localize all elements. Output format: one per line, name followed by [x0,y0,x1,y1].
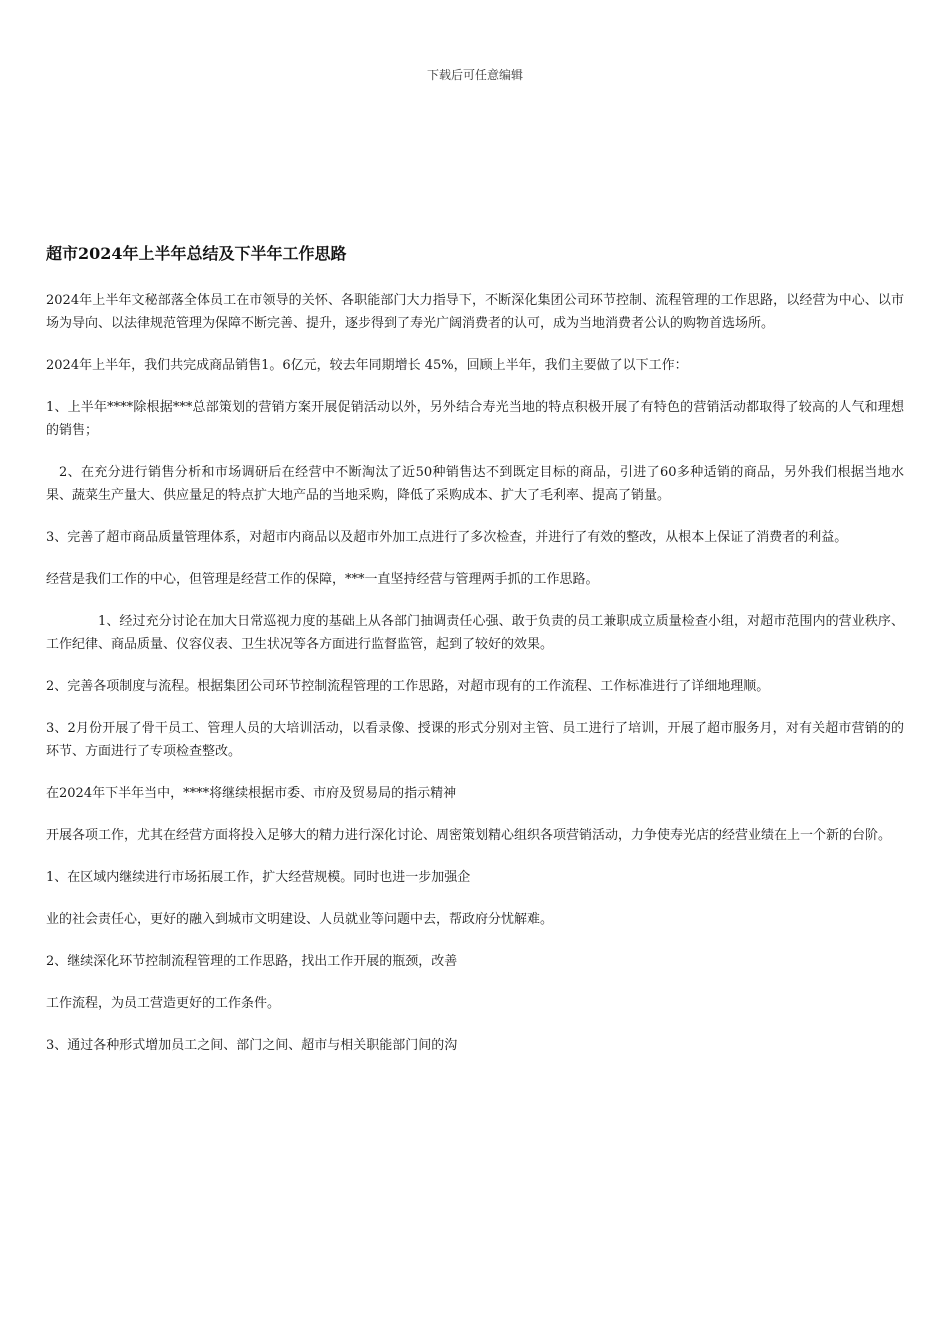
paragraph-work-item-3: 3、完善了超市商品质量管理体系，对超市内商品以及超市外加工点进行了多次检查，并进行了有效的整改，从根本上保证了消费者的利益。 [46,530,848,545]
paragraph-plan-item-3a: 3、通过各种形式增加员工之间、部门之间、超市与相关职能部门间的沟 [46,1038,458,1053]
paragraph-sales-summary: 2024年上半年，我们共完成商品销售1。6亿元，较去年同期增长 45%，回顾上半年，我们主要做了以下工作： [46,358,688,373]
paragraph-plan-item-1a: 1、在区域内继续进行市场拓展工作，扩大经营规模。同时也进一步加强企 [46,870,471,885]
document-body [46,289,904,1076]
paragraph-second-half-goal: 开展各项工作，尤其在经营方面将投入足够大的精力进行深化讨论、周密策划精心组织各项营销活动，力争使寿光店的经营业绩在上一个新的台阶。 [46,828,892,843]
paragraph-second-half-intro: 在2024年下半年当中，****将继续根据市委、市府及贸易局的指示精神 [46,786,457,801]
header-note: 下载后可任意编辑 [426,68,523,82]
paragraph-intro: 2024年上半年文秘部落全体员工在市领导的关怀、各职能部门大力指导下，不断深化集团公司环节控制、流程管理的工作思路，以经营为中心、以市场为导向、以法律规范管理为保障不断完善、提升，逐步得到了寿光广阔消费者的认可，成为当地消费者公认的购物首选场所。 [46,293,904,331]
paragraph-work-item-2: 2、在充分进行销售分析和市场调研后在经营中不断淘汰了近50种销售达不到既定目标的商品，引进了60多种适销的商品，另外我们根据当地水果、蔬菜生产量大、供应量足的特点扩大地产品的当地采购，降低了采购成本、扩大了毛利率、提高了销量。 [46,465,904,503]
paragraph-plan-item-2b: 工作流程，为员工营造更好的工作条件。 [46,996,281,1011]
paragraph-work-item-1: 1、上半年****除根据***总部策划的营销方案开展促销活动以外，另外结合寿光当地的特点积极开展了有特色的营销活动都取得了较高的人气和理想的销售； [46,400,904,438]
document-title: 超市2024年上半年总结及下半年工作思路 [46,244,347,263]
paragraph-plan-item-1b: 业的社会责任心，更好的融入到城市文明建设、人员就业等问题中去，帮政府分忧解难。 [46,912,554,927]
paragraph-management-intro: 经营是我们工作的中心，但管理是经营工作的保障，***一直坚持经营与管理两手抓的工作思路。 [46,572,599,587]
paragraph-management-item-1: 1、经过充分讨论在加大日常巡视力度的基础上从各部门抽调责任心强、敢于负责的员工兼职成立质量检查小组，对超市范围内的营业秩序、工作纪律、商品质量、仪容仪表、卫生状况等各方面进行监督监管，起到了较好的效果。 [46,614,904,652]
paragraph-plan-item-2a: 2、继续深化环节控制流程管理的工作思路，找出工作开展的瓶颈，改善 [46,954,458,969]
paragraph-management-item-3: 3、2月份开展了骨干员工、管理人员的大培训活动，以看录像、授课的形式分别对主管、员工进行了培训，开展了超市服务月，对有关超市营销的的环节、方面进行了专项检查整改。 [46,721,904,759]
paragraph-management-item-2: 2、完善各项制度与流程。根据集团公司环节控制流程管理的工作思路，对超市现有的工作流程、工作标准进行了详细地理顺。 [46,679,770,694]
